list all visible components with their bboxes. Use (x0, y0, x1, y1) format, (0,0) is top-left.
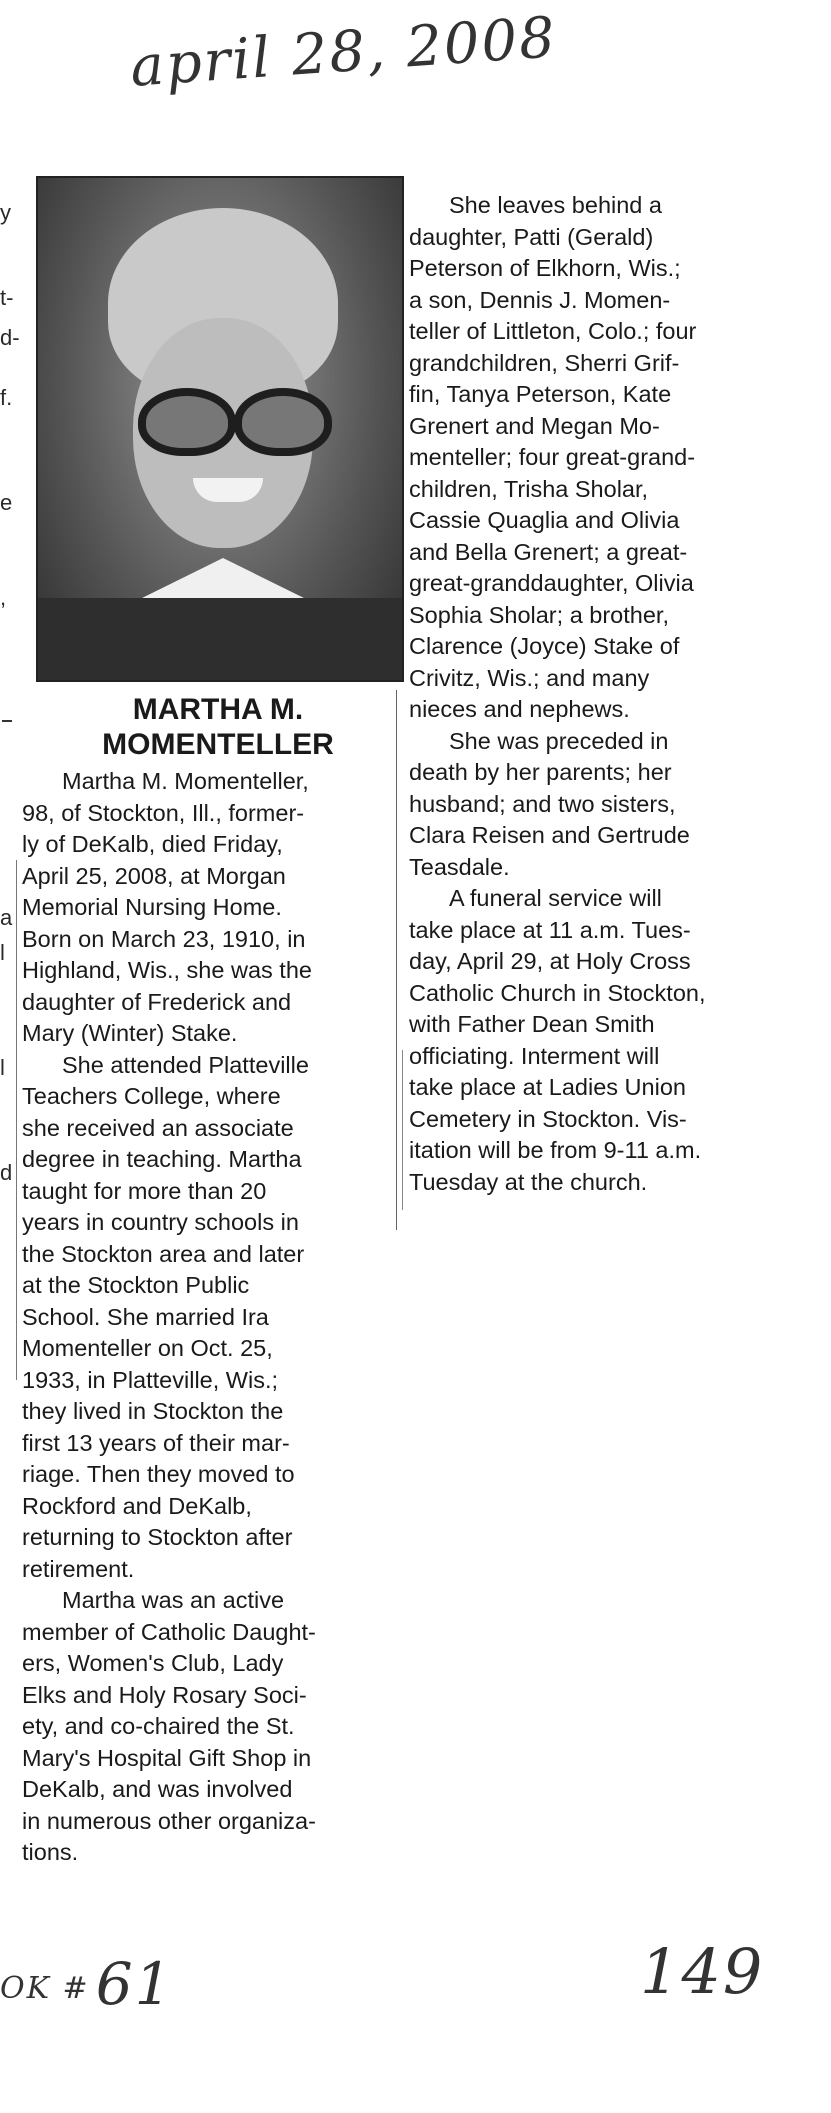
photo-glasses-right (234, 388, 332, 456)
text-line: menteller; four great-grand- (409, 444, 696, 470)
text-line: death by her parents; her (409, 759, 672, 785)
text-line: Momenteller on Oct. 25, (22, 1335, 273, 1361)
text-line: April 25, 2008, at Morgan (22, 862, 286, 889)
photo-coat (38, 598, 402, 682)
text-line: Cemetery in Stockton. Vis- (409, 1105, 687, 1132)
book-number: 61 (95, 1950, 174, 2018)
text-line: great-granddaughter, Olivia (409, 570, 694, 596)
text-line: She was preceded in (449, 727, 669, 754)
text-line: Born on March 23, 1910, in (22, 925, 306, 952)
text-line: Catholic Church in Stockton, (409, 979, 706, 1006)
handwritten-date: april 28, 2008 (128, 5, 559, 100)
text-line: She attended Platteville (62, 1051, 309, 1078)
text-line: husband; and two sisters, (409, 790, 676, 817)
text-line: in numerous other organiza- (22, 1807, 316, 1834)
portrait-photo (36, 176, 404, 682)
text-line: Highland, Wis., she was the (22, 957, 312, 983)
handwritten-page-number: 149 (640, 1935, 765, 2008)
edge-fragment: a (0, 905, 13, 930)
edge-fragment: d (0, 1160, 13, 1185)
headline-line-1: MARTHA M. (132, 693, 304, 726)
edge-fragment: f. (0, 385, 13, 410)
text-line: officiating. Interment will (409, 1042, 660, 1069)
edge-fragment: t- (0, 285, 14, 310)
text-line: taught for more than 20 (22, 1177, 267, 1204)
headline-line-2: MOMENTELLER (102, 728, 334, 761)
text-line: at the Stockton Public (22, 1272, 250, 1298)
text-line: ety, and co-chaired the St. (22, 1713, 295, 1739)
text-line: years in country schools in (22, 1209, 299, 1235)
edge-fragment: l (0, 940, 5, 965)
text-line: Tuesday at the church. (409, 1168, 648, 1195)
text-line: ly of DeKalb, died Friday, (22, 831, 283, 857)
photo-glasses-left (138, 388, 236, 456)
text-line: Martha was an active (62, 1587, 285, 1613)
text-line: teller of Littleton, Colo.; four (409, 318, 697, 344)
book-number-annotation (0, 1950, 174, 2018)
edge-fragment: l (0, 1055, 5, 1080)
edge-fragment: d- (0, 325, 20, 350)
text-line: Grenert and Megan Mo- (409, 412, 660, 439)
text-line: fin, Tanya Peterson, Kate (409, 381, 672, 407)
text-line: with Father Dean Smith (409, 1011, 655, 1037)
text-line: degree in teaching. Martha (22, 1146, 302, 1172)
text-line: take place at 11 a.m. Tues- (409, 916, 691, 943)
text-line: Clara Reisen and Gertrude (409, 822, 690, 848)
text-line: retirement. (22, 1555, 135, 1582)
text-line: Teasdale. (409, 853, 510, 880)
text-line: riage. Then they moved to (22, 1461, 295, 1487)
text-line: 98, of Stockton, Ill., former- (22, 799, 305, 826)
left-margin-rule (16, 860, 17, 1380)
obituary-body-right (409, 190, 809, 1198)
obituary-headline (36, 692, 400, 762)
text-line: Clarence (Joyce) Stake of (409, 633, 680, 659)
text-line: grandchildren, Sherri Grif- (409, 349, 680, 376)
text-line: tions. (22, 1839, 79, 1865)
text-line: A funeral service will (449, 885, 662, 911)
text-line: daughter of Frederick and (22, 988, 292, 1015)
text-line: DeKalb, and was involved (22, 1776, 293, 1802)
edge-dash (2, 720, 12, 722)
book-label: OK # (0, 1971, 90, 2006)
text-line: take place at Ladies Union (409, 1074, 686, 1100)
text-line: a son, Dennis J. Momen- (409, 286, 671, 313)
text-line: returning to Stockton after (22, 1524, 293, 1550)
text-line: the Stockton area and later (22, 1240, 305, 1267)
text-line: and Bella Grenert; a great- (409, 538, 688, 565)
text-line: Mary's Hospital Gift Shop in (22, 1744, 312, 1771)
text-line: daughter, Patti (Gerald) (409, 223, 654, 250)
text-line: Elks and Holy Rosary Soci- (22, 1681, 307, 1708)
text-line: Mary (Winter) Stake. (22, 1020, 238, 1046)
text-line: Martha M. Momenteller, (62, 768, 309, 794)
text-line: Peterson of Elkhorn, Wis.; (409, 255, 681, 281)
text-line: Rockford and DeKalb, (22, 1492, 252, 1519)
text-line: children, Trisha Sholar, (409, 475, 649, 502)
text-line: ers, Women's Club, Lady (22, 1650, 284, 1676)
text-line: Teachers College, where (22, 1083, 281, 1109)
text-line: itation will be from 9-11 a.m. (409, 1137, 702, 1163)
text-line: Cassie Quaglia and Olivia (409, 507, 680, 533)
text-line: Memorial Nursing Home. (22, 894, 282, 920)
text-line: School. She married Ira (22, 1303, 269, 1330)
edge-fragment: , (0, 585, 7, 610)
text-line: first 13 years of their mar- (22, 1429, 290, 1456)
text-line: Sophia Sholar; a brother, (409, 601, 669, 628)
text-line: Crivitz, Wis.; and many (409, 664, 650, 691)
text-line: member of Catholic Daught- (22, 1618, 316, 1645)
text-line: nieces and nephews. (409, 696, 630, 722)
obituary-body-left (22, 766, 410, 1869)
text-line: 1933, in Platteville, Wis.; (22, 1366, 278, 1393)
edge-fragment: y (0, 200, 11, 225)
text-line: day, April 29, at Holy Cross (409, 948, 691, 974)
text-line: She leaves behind a (449, 192, 662, 218)
text-line: they lived in Stockton the (22, 1398, 284, 1424)
edge-fragment: e (0, 490, 13, 515)
text-line: she received an associate (22, 1114, 294, 1141)
